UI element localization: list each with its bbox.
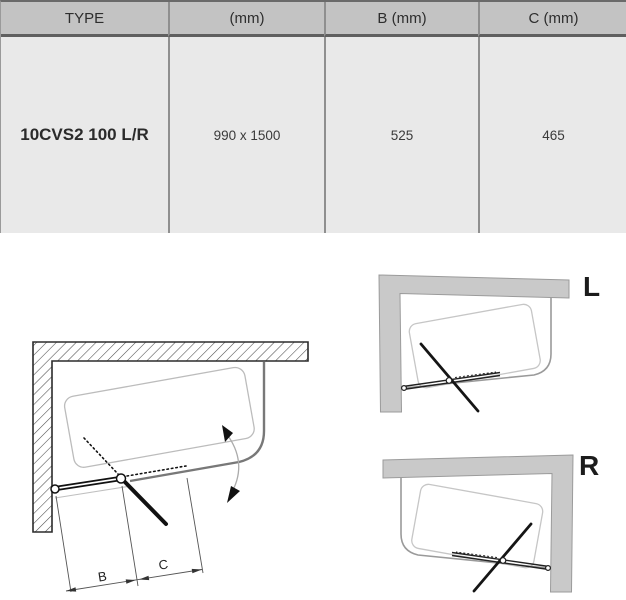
folded-screen-dotted xyxy=(84,438,118,474)
dimension-lines xyxy=(56,478,203,592)
header-c-mm: C (mm) xyxy=(478,2,626,37)
header-type: TYPE xyxy=(1,2,168,37)
cell-c-value: 465 xyxy=(478,37,626,233)
dimension-c-label: C xyxy=(157,556,170,573)
wall xyxy=(33,342,308,532)
folded-screen-dotted xyxy=(127,466,186,476)
cell-b-value: 525 xyxy=(324,37,478,233)
bathtub-outline xyxy=(63,366,256,469)
spec-table xyxy=(0,0,626,233)
header-size-mm: (mm) xyxy=(168,2,324,37)
pivot-hinge xyxy=(117,474,126,483)
cell-type-value: 10CVS2 100 L/R xyxy=(1,37,168,233)
wall-bracket xyxy=(51,485,59,493)
main-plan-diagram xyxy=(33,342,308,592)
left-variant-diagram xyxy=(379,271,600,412)
header-b-mm: B (mm) xyxy=(324,2,478,37)
dimension-b-label: B xyxy=(96,568,108,585)
diagram-canvas xyxy=(0,240,626,600)
bathtub-rim xyxy=(130,362,264,481)
screen-panel xyxy=(123,480,166,524)
variant-label-l: L xyxy=(583,271,601,302)
right-variant-diagram xyxy=(383,450,599,592)
variant-label-r: R xyxy=(579,450,600,481)
cell-size-value: 990 x 1500 xyxy=(168,37,324,233)
